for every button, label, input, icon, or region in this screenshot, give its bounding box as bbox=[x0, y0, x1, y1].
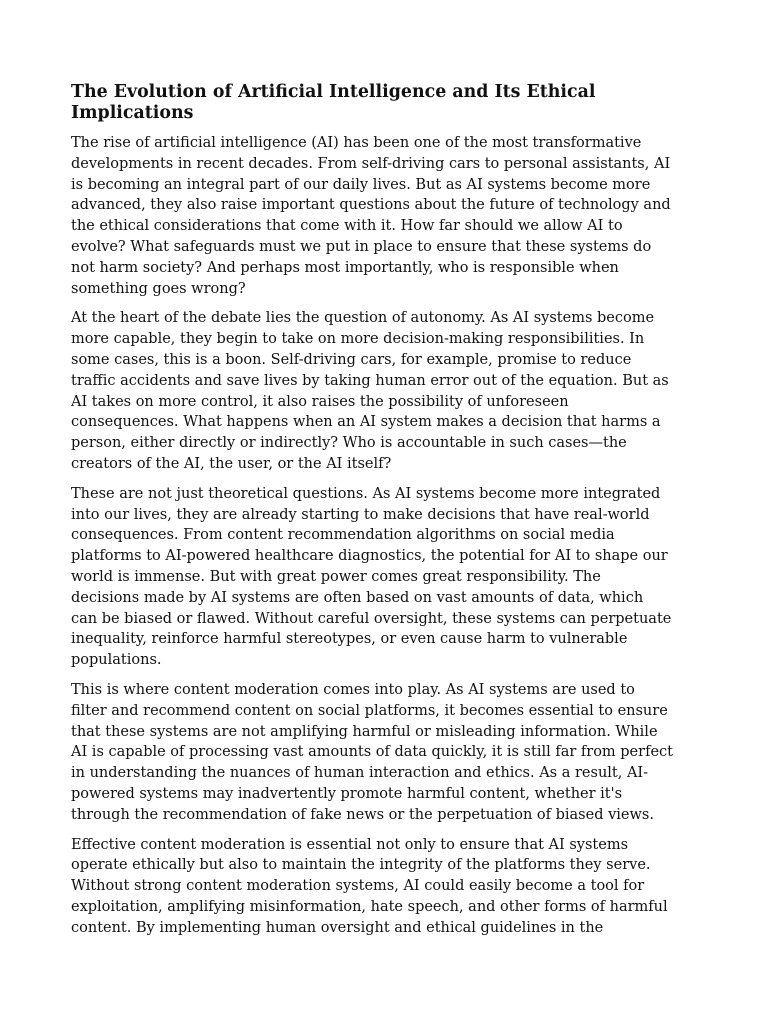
text-line: world is immense. But with great power comes great responsibility. The bbox=[71, 568, 601, 585]
text-line: powered systems may inadvertently promote harmful content, whether it's bbox=[71, 785, 623, 802]
text-line: decisions made by AI systems are often based on vast amounts of data, which bbox=[71, 589, 644, 606]
text-line: creators of the AI, the user, or the AI itself? bbox=[71, 455, 392, 472]
text-line: some cases, this is a boon. Self-driving cars, for example, promise to reduce bbox=[71, 351, 632, 368]
text-line: consequences. What happens when an AI system makes a decision that harms a bbox=[71, 414, 661, 431]
text-line: The rise of artificial intelligence (AI) has been one of the most transformative bbox=[71, 135, 642, 151]
text-line: developments in recent decades. From self-driving cars to personal assistants, AI bbox=[71, 155, 671, 172]
text-line: consequences. From content recommendation algorithms on social media bbox=[71, 527, 615, 544]
text-line: AI is capable of processing vast amounts of data quickly, it is still far from perfect bbox=[71, 744, 673, 761]
title-line: Implications bbox=[71, 103, 194, 123]
text-line: person, either directly or indirectly? Who is accountable in such cases—the bbox=[71, 435, 627, 452]
document-title bbox=[71, 82, 698, 124]
text-line: These are not just theoretical questions. As AI systems become more integrated bbox=[71, 485, 661, 502]
text-line: evolve? What safeguards must we put in place to ensure that these systems do bbox=[71, 238, 652, 255]
text-line: traffic accidents and save lives by taking human error out of the equation. But as bbox=[71, 372, 669, 389]
text-line: AI takes on more control, it also raises the possibility of unforeseen bbox=[71, 393, 569, 410]
text-line: populations. bbox=[71, 652, 162, 669]
text-line: inequality, reinforce harmful stereotypes, or even cause harm to vulnerable bbox=[71, 631, 628, 648]
document-page bbox=[71, 82, 698, 947]
text-line: advanced, they also raise important questions about the future of technology and bbox=[71, 197, 671, 214]
text-line: the ethical considerations that come with it. How far should we allow AI to bbox=[71, 218, 623, 235]
text-line: through the recommendation of fake news or the perpetuation of biased views. bbox=[71, 806, 654, 823]
text-line: filter and recommend content on social platforms, it becomes essential to ensure bbox=[71, 702, 668, 719]
text-line: not harm society? And perhaps most importantly, who is responsible when bbox=[71, 259, 619, 276]
paragraph-3 bbox=[71, 484, 698, 671]
paragraph-5 bbox=[71, 835, 698, 939]
text-line: into our lives, they are already starting to make decisions that have real-world bbox=[71, 506, 650, 523]
text-line: platforms to AI-powered healthcare diagnostics, the potential for AI to shape our bbox=[71, 548, 668, 565]
text-line: in understanding the nuances of human interaction and ethics. As a result, AI- bbox=[71, 765, 649, 782]
text-line: This is where content moderation comes into play. As AI systems are used to bbox=[71, 681, 635, 698]
text-line: can be biased or flawed. Without careful oversight, these systems can perpetuate bbox=[71, 610, 672, 627]
paragraph-1 bbox=[71, 133, 698, 299]
text-line: is becoming an integral part of our daily lives. But as AI systems become more bbox=[71, 176, 651, 193]
text-line: exploitation, amplifying misinformation, hate speech, and other forms of harmful bbox=[71, 898, 668, 915]
text-line: that these systems are not amplifying harmful or misleading information. While bbox=[71, 723, 658, 740]
text-line: Without strong content moderation systems, AI could easily become a tool for bbox=[71, 878, 645, 895]
text-line: operate ethically but also to maintain the integrity of the platforms they serve. bbox=[71, 857, 651, 874]
paragraph-4 bbox=[71, 680, 698, 826]
title-line: The Evolution of Artificial Intelligence and Its Ethical bbox=[71, 82, 596, 102]
text-line: content. By implementing human oversight and ethical guidelines in the bbox=[71, 919, 604, 936]
text-line: more capable, they begin to take on more decision-making responsibilities. In bbox=[71, 331, 645, 348]
text-line: At the heart of the debate lies the question of autonomy. As AI systems become bbox=[71, 310, 655, 327]
text-line: something goes wrong? bbox=[71, 280, 246, 297]
text-line: Effective content moderation is essential not only to ensure that AI systems bbox=[71, 836, 629, 853]
paragraph-2 bbox=[71, 308, 698, 474]
